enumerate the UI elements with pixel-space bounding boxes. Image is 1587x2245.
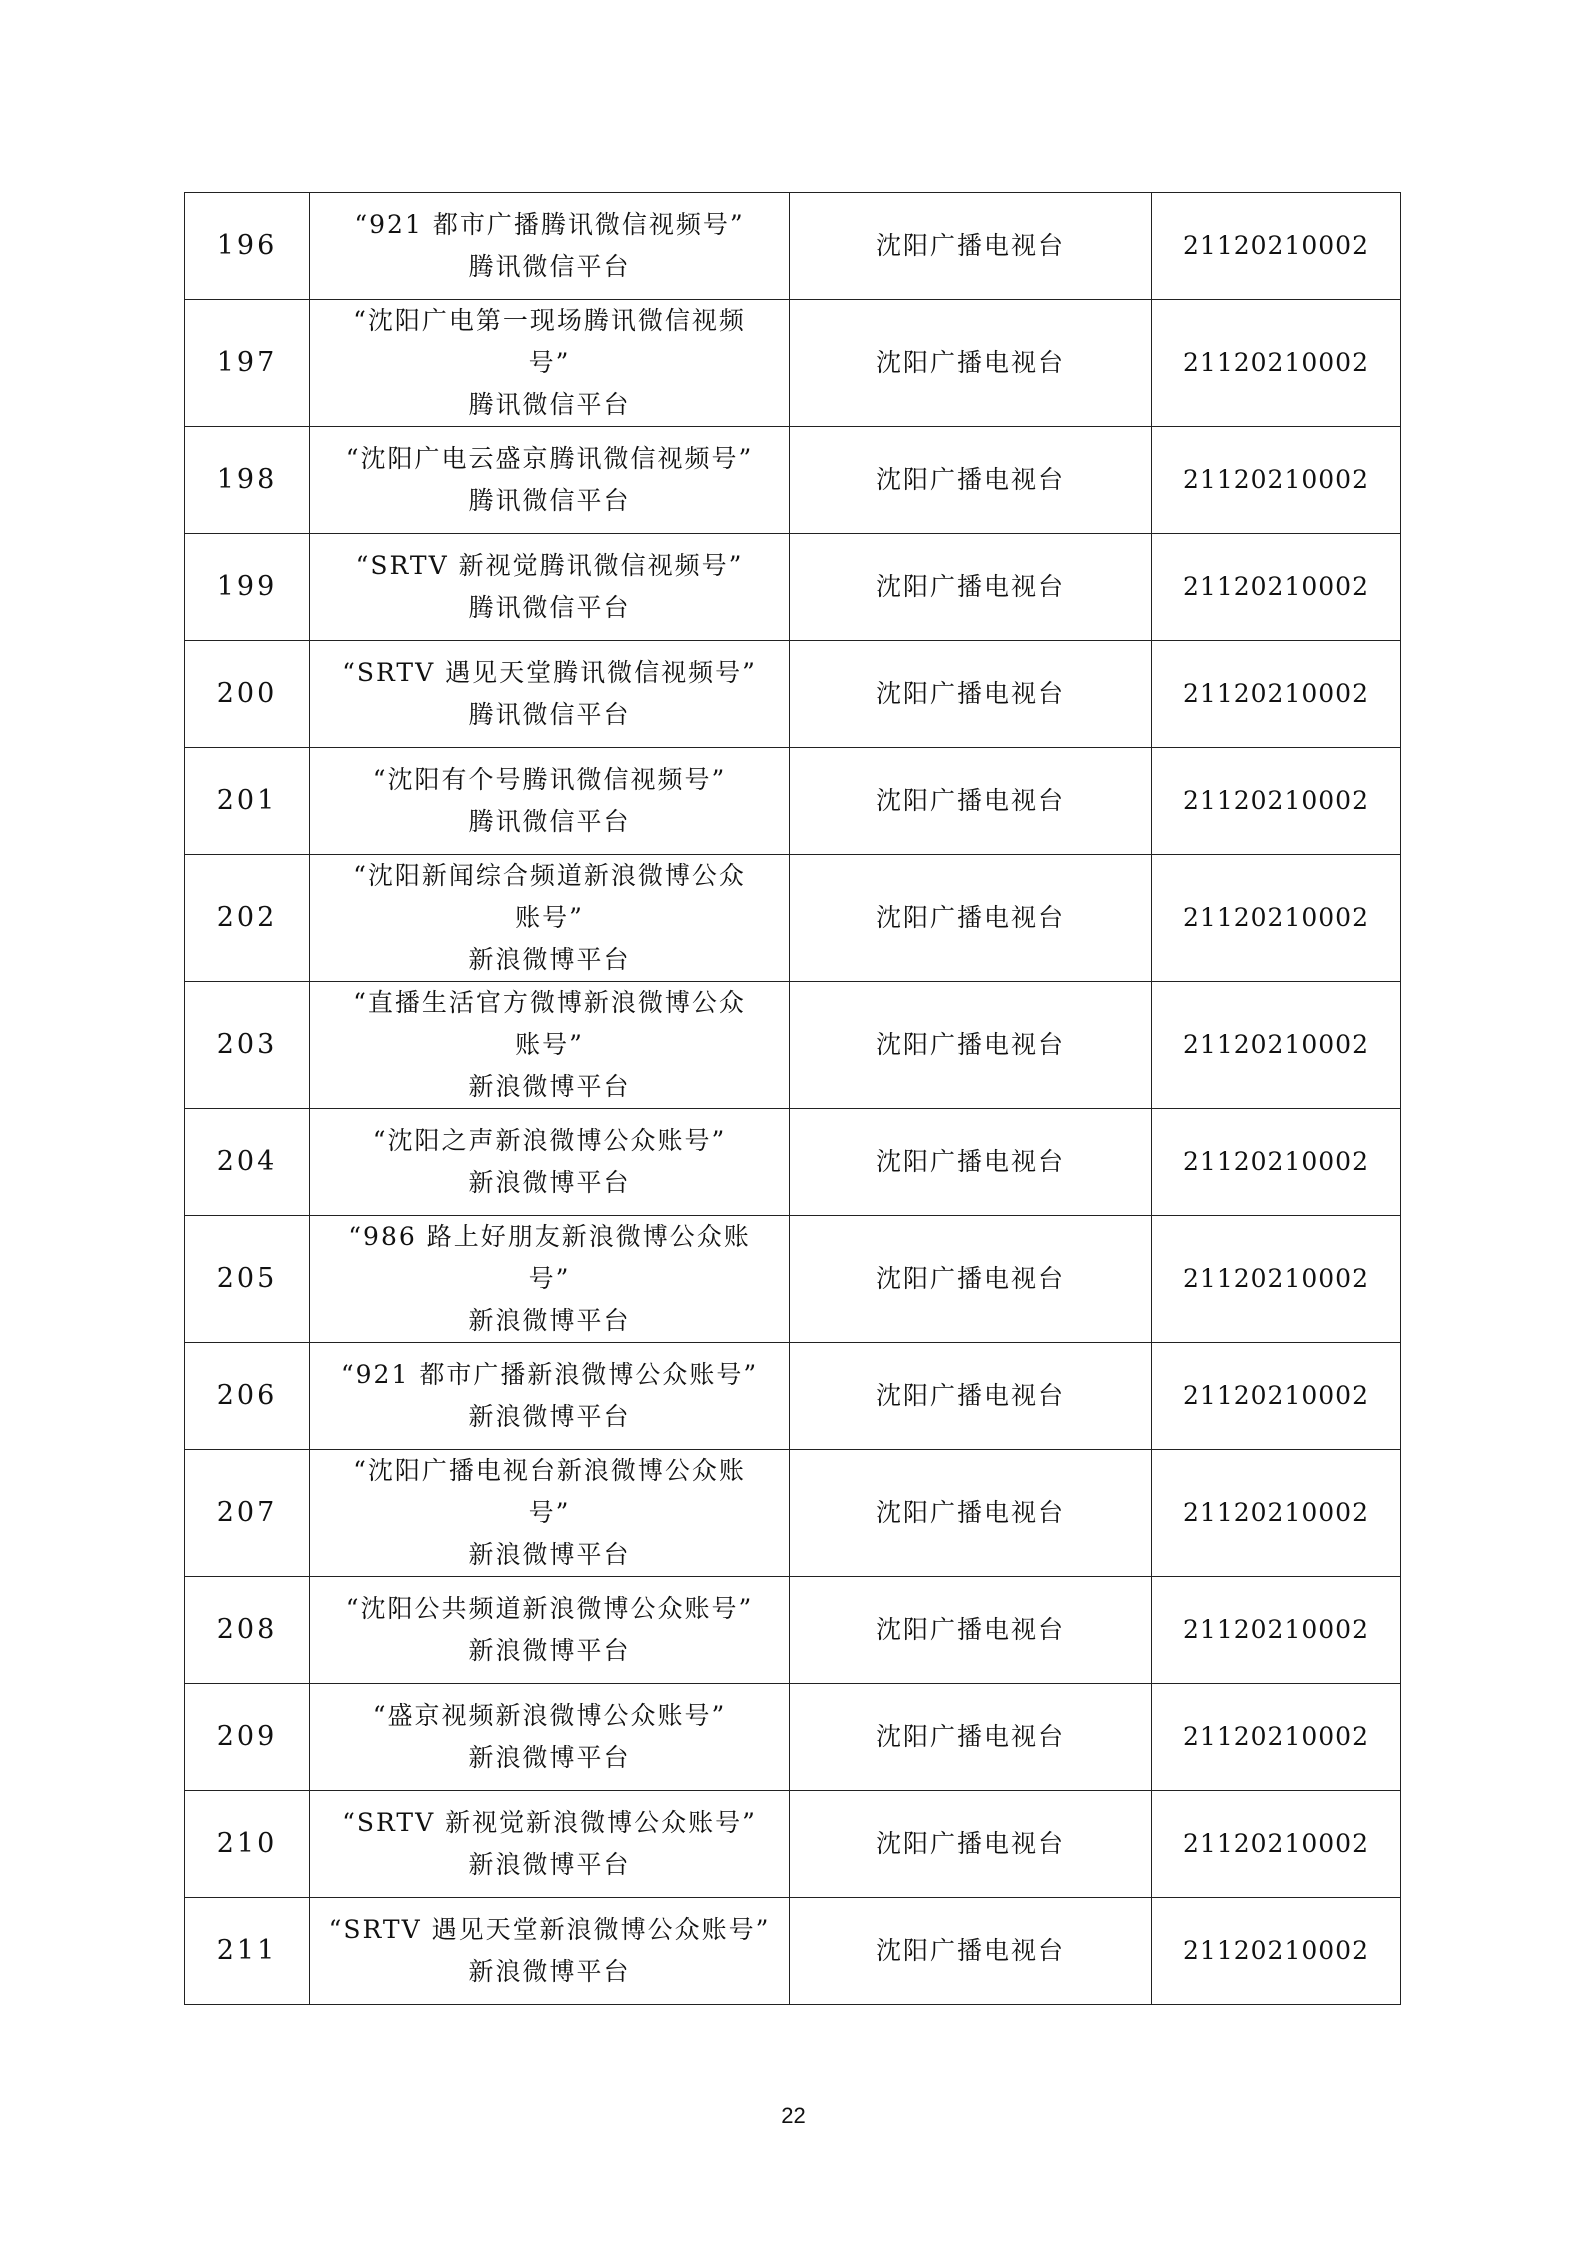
account-name-cell (310, 427, 790, 534)
organization-cell: 沈阳广播电视台 (790, 1450, 1152, 1577)
account-name-cell (310, 1577, 790, 1684)
table-row (185, 1450, 1401, 1577)
table-row (185, 1109, 1401, 1216)
account-name-line: 新浪微博平台 (468, 1168, 631, 1197)
table-row (185, 427, 1401, 534)
table-row (185, 982, 1401, 1109)
account-name-cell (310, 534, 790, 641)
organization-cell: 沈阳广播电视台 (790, 427, 1152, 534)
account-name-line: 新浪微博平台 (468, 1540, 631, 1569)
row-number: 199 (185, 534, 310, 641)
account-name-line: 账号” (515, 1030, 584, 1059)
account-name-line: 号” (528, 348, 571, 377)
account-name-line: 新浪微博平台 (468, 1072, 631, 1101)
organization-cell: 沈阳广播电视台 (790, 982, 1152, 1109)
account-name-cell (310, 193, 790, 300)
account-name-cell (310, 1109, 790, 1216)
account-name-line: “沈阳广播电视台新浪微博公众账 (353, 1456, 746, 1485)
license-code-cell: 21120210002 (1152, 534, 1401, 641)
license-code-cell: 21120210002 (1152, 300, 1401, 427)
organization-cell: 沈阳广播电视台 (790, 1109, 1152, 1216)
account-name-line: “沈阳新闻综合频道新浪微博公众 (353, 861, 746, 890)
account-name-cell (310, 300, 790, 427)
account-name-line: 新浪微博平台 (468, 1402, 631, 1431)
records-table (184, 192, 1401, 2005)
account-name-cell (310, 641, 790, 748)
account-name-cell (310, 1343, 790, 1450)
account-name-line: “盛京视频新浪微博公众账号” (372, 1701, 727, 1730)
account-name-line: “SRTV 遇见天堂腾讯微信视频号” (342, 658, 757, 687)
row-number: 202 (185, 855, 310, 982)
row-number: 197 (185, 300, 310, 427)
account-name-line: “SRTV 新视觉腾讯微信视频号” (355, 551, 744, 580)
table-row (185, 748, 1401, 855)
table-row (185, 855, 1401, 982)
row-number: 198 (185, 427, 310, 534)
table-row (185, 1898, 1401, 2005)
account-name-line: 新浪微博平台 (468, 945, 631, 974)
organization-cell: 沈阳广播电视台 (790, 748, 1152, 855)
records-table-body (185, 193, 1401, 2005)
account-name-line: 腾讯微信平台 (468, 390, 631, 419)
row-number: 205 (185, 1216, 310, 1343)
license-code-cell: 21120210002 (1152, 641, 1401, 748)
table-row (185, 1791, 1401, 1898)
account-name-cell (310, 1216, 790, 1343)
license-code-cell: 21120210002 (1152, 1216, 1401, 1343)
table-row (185, 1684, 1401, 1791)
account-name-cell (310, 855, 790, 982)
account-name-cell (310, 982, 790, 1109)
account-name-line: “沈阳之声新浪微博公众账号” (372, 1126, 727, 1155)
account-name-line: 腾讯微信平台 (468, 593, 631, 622)
row-number: 200 (185, 641, 310, 748)
account-name-cell (310, 1791, 790, 1898)
table-row (185, 641, 1401, 748)
row-number: 211 (185, 1898, 310, 2005)
account-name-cell (310, 1450, 790, 1577)
account-name-line: “921 都市广播腾讯微信视频号” (354, 210, 745, 239)
organization-cell: 沈阳广播电视台 (790, 193, 1152, 300)
account-name-line: “SRTV 遇见天堂新浪微博公众账号” (328, 1915, 771, 1944)
table-row (185, 1577, 1401, 1684)
license-code-cell: 21120210002 (1152, 1684, 1401, 1791)
row-number: 210 (185, 1791, 310, 1898)
organization-cell: 沈阳广播电视台 (790, 855, 1152, 982)
organization-cell: 沈阳广播电视台 (790, 1216, 1152, 1343)
license-code-cell: 21120210002 (1152, 1109, 1401, 1216)
license-code-cell: 21120210002 (1152, 1450, 1401, 1577)
account-name-line: “986 路上好朋友新浪微博公众账 (348, 1222, 751, 1251)
table-row (185, 1343, 1401, 1450)
row-number: 209 (185, 1684, 310, 1791)
row-number: 206 (185, 1343, 310, 1450)
account-name-cell (310, 748, 790, 855)
account-name-line: 新浪微博平台 (468, 1306, 631, 1335)
account-name-line: “SRTV 新视觉新浪微博公众账号” (342, 1808, 757, 1837)
account-name-cell (310, 1898, 790, 2005)
account-name-line: 腾讯微信平台 (468, 486, 631, 515)
row-number: 203 (185, 982, 310, 1109)
row-number: 201 (185, 748, 310, 855)
page-number: 22 (781, 2103, 806, 2128)
account-name-line: 腾讯微信平台 (468, 807, 631, 836)
organization-cell: 沈阳广播电视台 (790, 1791, 1152, 1898)
license-code-cell: 21120210002 (1152, 855, 1401, 982)
account-name-line: 号” (528, 1498, 571, 1527)
account-name-line: “沈阳有个号腾讯微信视频号” (372, 765, 727, 794)
account-name-line: “直播生活官方微博新浪微博公众 (353, 988, 746, 1017)
table-row (185, 193, 1401, 300)
account-name-line: 号” (528, 1264, 571, 1293)
organization-cell: 沈阳广播电视台 (790, 1577, 1152, 1684)
account-name-line: 新浪微博平台 (468, 1743, 631, 1772)
account-name-line: 账号” (515, 903, 584, 932)
license-code-cell: 21120210002 (1152, 1791, 1401, 1898)
account-name-line: 新浪微博平台 (468, 1850, 631, 1879)
row-number: 204 (185, 1109, 310, 1216)
table-row (185, 300, 1401, 427)
account-name-line: “沈阳公共频道新浪微博公众账号” (345, 1594, 754, 1623)
organization-cell: 沈阳广播电视台 (790, 1684, 1152, 1791)
account-name-line: “921 都市广播新浪微博公众账号” (340, 1360, 759, 1389)
license-code-cell: 21120210002 (1152, 1898, 1401, 2005)
license-code-cell: 21120210002 (1152, 748, 1401, 855)
account-name-line: “沈阳广电第一现场腾讯微信视频 (353, 306, 746, 335)
table-row (185, 534, 1401, 641)
license-code-cell: 21120210002 (1152, 1343, 1401, 1450)
row-number: 208 (185, 1577, 310, 1684)
table-row (185, 1216, 1401, 1343)
account-name-cell (310, 1684, 790, 1791)
organization-cell: 沈阳广播电视台 (790, 1343, 1152, 1450)
row-number: 196 (185, 193, 310, 300)
account-name-line: 新浪微博平台 (468, 1957, 631, 1986)
account-name-line: “沈阳广电云盛京腾讯微信视频号” (345, 444, 754, 473)
license-code-cell: 21120210002 (1152, 193, 1401, 300)
row-number: 207 (185, 1450, 310, 1577)
account-name-line: 腾讯微信平台 (468, 700, 631, 729)
organization-cell: 沈阳广播电视台 (790, 641, 1152, 748)
license-code-cell: 21120210002 (1152, 1577, 1401, 1684)
organization-cell: 沈阳广播电视台 (790, 300, 1152, 427)
account-name-line: 腾讯微信平台 (468, 252, 631, 281)
organization-cell: 沈阳广播电视台 (790, 534, 1152, 641)
organization-cell: 沈阳广播电视台 (790, 1898, 1152, 2005)
license-code-cell: 21120210002 (1152, 427, 1401, 534)
account-name-line: 新浪微博平台 (468, 1636, 631, 1665)
license-code-cell: 21120210002 (1152, 982, 1401, 1109)
